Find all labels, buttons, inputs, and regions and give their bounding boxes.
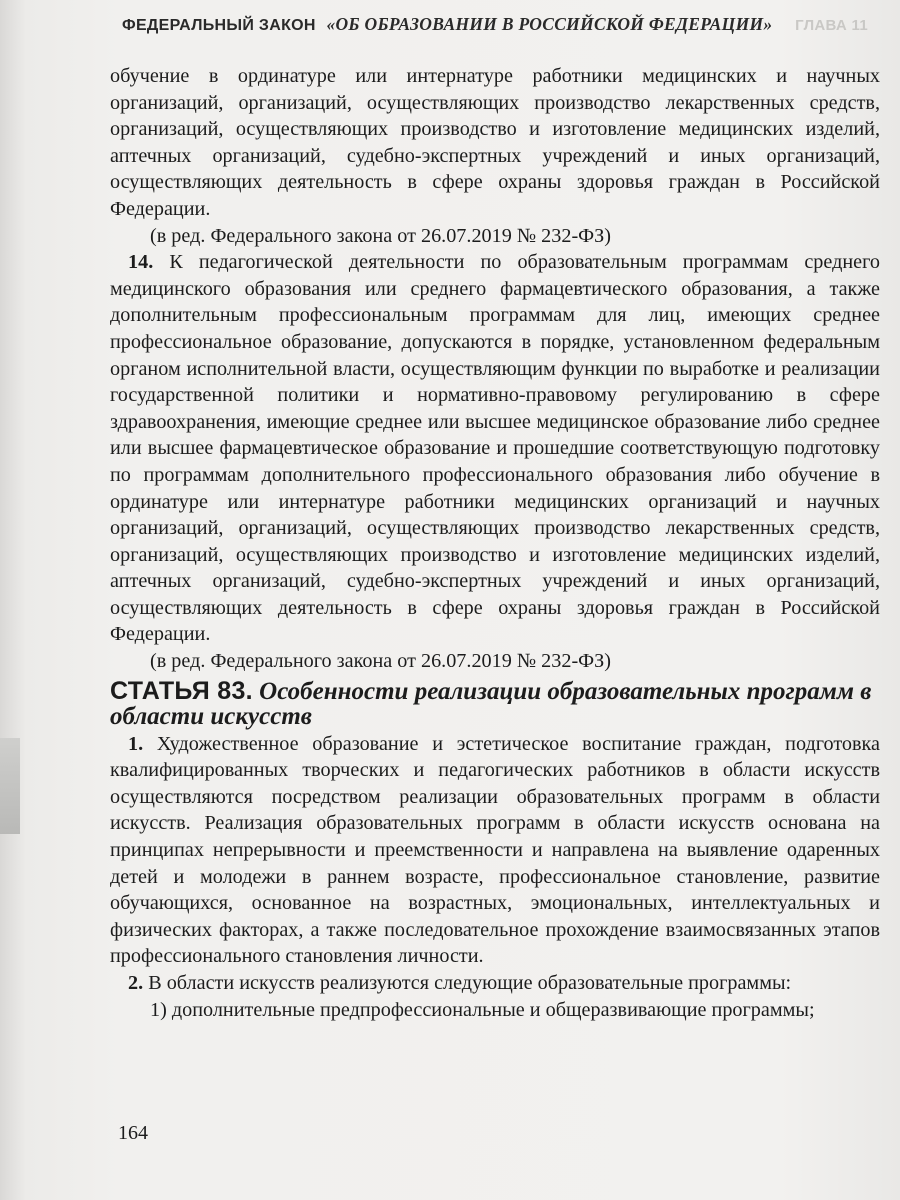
running-header xyxy=(122,14,892,35)
thumb-index-tab xyxy=(0,738,20,834)
article-heading xyxy=(110,676,880,730)
paragraph-14 xyxy=(110,249,880,648)
paragraph-continuation: обучение в ординатуре или интернатуре работники медицинских и научных организаций, организаций, осуществляющих производство лекарственных средств, организаций, осуществляющих производство и изготовление медицинских изделий, аптечных организаций, судебно-экспертных учреждений и иных организаций, осуществляющих деятельность в сфере охраны здоровья граждан в Российской Федерации. xyxy=(110,65,880,220)
article-number: СТАТЬЯ 83. xyxy=(110,676,253,705)
header-chapter-label: ГЛАВА 11 xyxy=(795,17,868,34)
article-title: Особенности реализации образовательных программ в области искусств xyxy=(110,677,872,730)
article-paragraph-2 xyxy=(110,970,880,997)
paragraph-text: К педагогической деятельности по образовательным программам среднего медицинского образования или среднего фармацевтического образования, а также дополнительным профессиональным программам для лиц, имеющих среднее профессиональное образование, допускаются в порядке, установленном федеральным органом исполнительной власти, осуществляющим функции по выработке и реализации государственной политики и нормативно-правовому регулированию в сфере здравоохранения, имеющие среднее или высшее медицинское образование либо среднее или высшее фармацевтическое образование и прошедшие соответствующую подготовку по программам дополнительного профессионального образования либо обучение в ординатуре или интернатуре работники медицинских организаций и научных организаций, организаций, осуществляющих производство лекарственных средств, организаций, осуществляющих производство и изготовление медицинских изделий, аптечных организаций, судебно-экспертных учреждений и иных организаций, осуществляющих деятельность в сфере охраны здоровья граждан в Российской Федерации. xyxy=(110,251,880,646)
paragraph-text: В области искусств реализуются следующие образовательные программы: xyxy=(148,972,792,994)
paragraph-number: 1. xyxy=(128,732,144,755)
paragraph-number: 2. xyxy=(128,972,144,994)
amendment-reference: (в ред. Федерального закона от 26.07.2019 № 232-ФЗ) xyxy=(150,650,611,673)
article-paragraph-1 xyxy=(110,731,880,970)
body-text xyxy=(110,63,880,1023)
header-law-title: «ОБ ОБРАЗОВАНИИ В РОССИЙСКОЙ ФЕДЕРАЦИИ» xyxy=(326,14,773,34)
paragraph-number: 14. xyxy=(128,251,154,274)
header-law-label: ФЕДЕРАЛЬНЫЙ ЗАКОН xyxy=(122,17,316,34)
list-item: 1) дополнительные предпрофессиональные и общеразвивающие программы; xyxy=(150,998,815,1021)
page-number: 164 xyxy=(118,1122,148,1144)
paragraph-text: Художественное образование и эстетическое воспитание граждан, подготовка квалифицированных творческих и педагогических работников в области искусств осуществляются посредством реализации образовательных программ в области искусств. Реализация образовательных программ в области искусств основана на принципах непрерывности и преемственности и направлена на выявление одаренных детей и молодежи в раннем возрасте, профессиональное становление, развитие обучающихся, основанное на возрастных, эмоциональных, интеллектуальных и физических факторах, а также последовательное прохождение взаимосвязанных этапов профессионального становления личности. xyxy=(110,732,880,968)
amendment-reference: (в ред. Федерального закона от 26.07.2019 № 232-ФЗ) xyxy=(150,224,611,247)
